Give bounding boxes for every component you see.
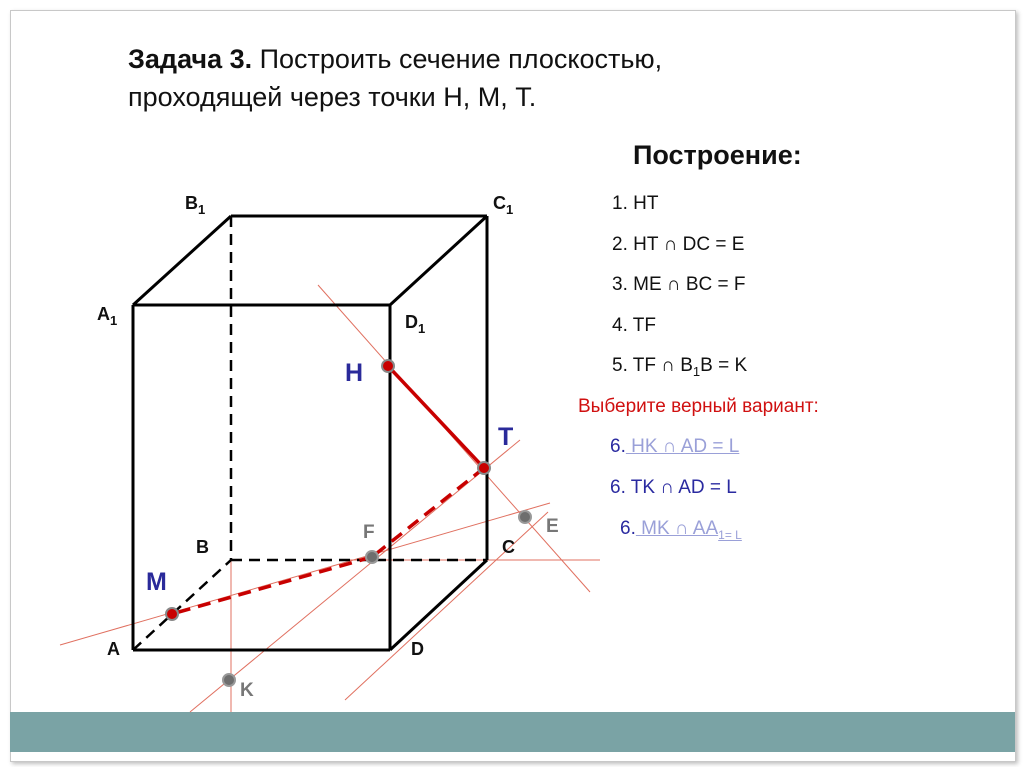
- point-h: [382, 360, 394, 372]
- label-d: D: [411, 639, 424, 659]
- label-h: H: [345, 359, 364, 387]
- edge-a1-b1: [133, 216, 231, 305]
- point-t: [478, 462, 490, 474]
- construction-heading: Построение:: [633, 140, 802, 170]
- step-1: 1. НТ: [612, 193, 659, 214]
- label-c: C: [502, 537, 515, 557]
- label-k: K: [240, 680, 254, 701]
- quiz-option-mk[interactable]: 6. MK ∩ $AA_{1= L}$: [620, 518, 742, 542]
- point-e: [519, 511, 531, 523]
- aux-line-ek: [345, 512, 548, 700]
- label-b: B: [196, 537, 209, 557]
- label-m: M: [146, 568, 167, 596]
- step-4: 4. TF: [612, 315, 657, 336]
- construction-points: [166, 360, 531, 686]
- point-k: [223, 674, 235, 686]
- label-f: F: [363, 522, 375, 543]
- label-c1: $C_1$: [493, 193, 514, 217]
- label-t: T: [498, 423, 514, 451]
- quiz-option-hk[interactable]: 6. HK ∩ AD = L: [610, 436, 740, 457]
- point-f: [366, 551, 378, 563]
- task-text-line1: Построить сечение плоскостью,: [252, 44, 663, 74]
- section-ht: [388, 366, 484, 468]
- label-a: A: [107, 639, 120, 659]
- auxiliary-lines: [60, 285, 600, 712]
- label-d1: $D_1$: [405, 312, 426, 336]
- task-number: Задача 3.: [128, 44, 253, 74]
- prism-edges: [133, 216, 487, 650]
- label-e: E: [546, 516, 559, 537]
- step-2: 2. НТ ∩ DC = E: [612, 234, 745, 255]
- point-m: [166, 608, 178, 620]
- quiz-prompt: Выберите верный вариант:: [578, 396, 819, 417]
- step-3: 3. ME ∩ BC = F: [612, 274, 746, 295]
- task-text-line2: проходящей через точки Н, М, Т.: [128, 82, 537, 112]
- step-5: 5. TF ∩ $B_1B = K$: [612, 355, 748, 379]
- edge-d-c: [390, 560, 487, 650]
- label-a1: $A_1$: [97, 304, 118, 328]
- hidden-edges: [133, 216, 487, 650]
- quiz-option-tk[interactable]: 6. TK ∩ AD = L: [610, 477, 737, 498]
- edge-d1-c1: [390, 216, 487, 305]
- label-b1: $B_1$: [185, 193, 206, 217]
- section-dashed: [172, 468, 484, 614]
